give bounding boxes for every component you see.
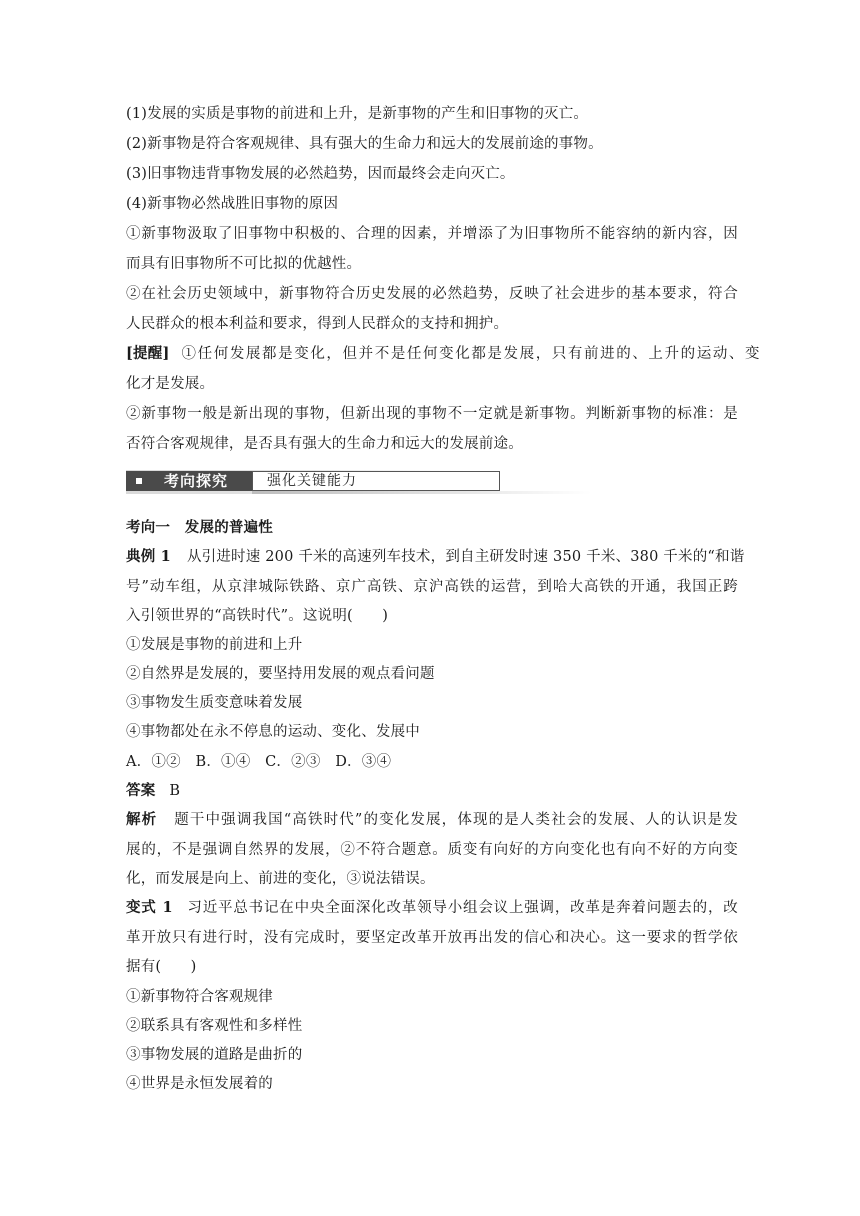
reminder-text: ①任何发展都是变化，但并不是任何变化都是发展，只有前进的、上升的运动、变 [181, 346, 762, 362]
paragraph-line: 而具有旧事物所不可比拟的优越性。 [126, 256, 362, 272]
option-item: ②联系具有客观性和多样性 [126, 1018, 303, 1034]
example-line: 号”动车组，从京津城际铁路、京广高铁、京沪高铁的运营，到哈大高铁的开通，我国正跨 [126, 579, 738, 595]
example-label: 典例 1 [126, 548, 171, 565]
variant-line: 变式 1 习近平总书记在中央全面深化改革领导小组会议上强调，改革是奔着问题去的，改 [126, 899, 739, 916]
paragraph-line: 化才是发展。 [126, 376, 215, 392]
reminder-line [126, 344, 762, 364]
banner-title: 考向探究 [164, 472, 229, 490]
paragraph-line: ②新事物一般是新出现的事物，但新出现的事物不一定就是新事物。判断新事物的标准：是 [126, 406, 738, 422]
square-bullet-icon [136, 478, 142, 484]
option-item: ④世界是永恒发展着的 [126, 1076, 273, 1092]
paragraph-line: (3)旧事物违背事物发展的必然趋势，因而最终会走向灭亡。 [126, 166, 515, 182]
section-banner [126, 470, 466, 494]
reminder-label: [提醒] [126, 345, 170, 362]
paragraph-line: 否符合客观规律，是否具有强大的生命力和远大的发展前途。 [126, 436, 523, 452]
paragraph-line: (1)发展的实质是事物的前进和上升，是新事物的产生和旧事物的灭亡。 [126, 106, 589, 122]
section-heading: 考向一 发展的普遍性 [126, 519, 273, 536]
choice-list: A．①② B．①④ C．②③ D．③④ [126, 754, 392, 770]
variant-label: 变式 1 [126, 899, 173, 916]
option-item: ①发展是事物的前进和上升 [126, 637, 303, 653]
option-item: ③事物发生质变意味着发展 [126, 695, 303, 711]
example-line: 入引领世界的“高铁时代”。这说明( ) [126, 608, 389, 624]
paragraph-line: (2)新事物是符合客观规律、具有强大的生命力和远大的发展前途的事物。 [126, 136, 603, 152]
option-item: ②自然界是发展的，要坚持用发展的观点看问题 [126, 666, 435, 682]
paragraph-line: (4)新事物必然战胜旧事物的原因 [126, 196, 339, 212]
variant-line: 革开放只有进行时，没有完成时，要坚定改革开放再出发的信心和决心。这一要求的哲学依 [126, 930, 738, 946]
option-item: ③事物发展的道路是曲折的 [126, 1047, 303, 1063]
answer-line [126, 781, 738, 801]
option-item: ①新事物符合客观规律 [126, 989, 273, 1005]
variant-line: 据有( ) [126, 959, 197, 975]
example-line: 典例 1 从引进时速 200 千米的高速列车技术，到自主研发时速 350 千米、380 千米的“和谐 [126, 548, 745, 565]
analysis-line: 化，而发展是向上、前进的变化，③说法错误。 [126, 871, 435, 887]
analysis-label: 解析 [126, 811, 158, 828]
paragraph-line: 人民群众的根本利益和要求，得到人民群众的支持和拥护。 [126, 316, 509, 332]
option-item: ④事物都处在永不停息的运动、变化、发展中 [126, 724, 420, 740]
analysis-line: 解析 题干中强调我国“高铁时代”的变化发展，体现的是人类社会的发展、人的认识是发 [126, 811, 738, 828]
answer-label: 答案 [126, 782, 156, 799]
paragraph-line: ②在社会历史领域中，新事物符合历史发展的必然趋势，反映了社会进步的基本要求，符合 [126, 286, 738, 302]
banner-subtitle: 强化关键能力 [267, 473, 357, 489]
paragraph-line: ①新事物汲取了旧事物中积极的、合理的因素，并增添了为旧事物所不能容纳的新内容，因 [126, 226, 738, 242]
analysis-line: 展的，不是强调自然界的发展，②不符合题意。质变有向好的方向变化也有向不好的方向变 [126, 842, 738, 858]
answer-value: B [169, 783, 181, 799]
